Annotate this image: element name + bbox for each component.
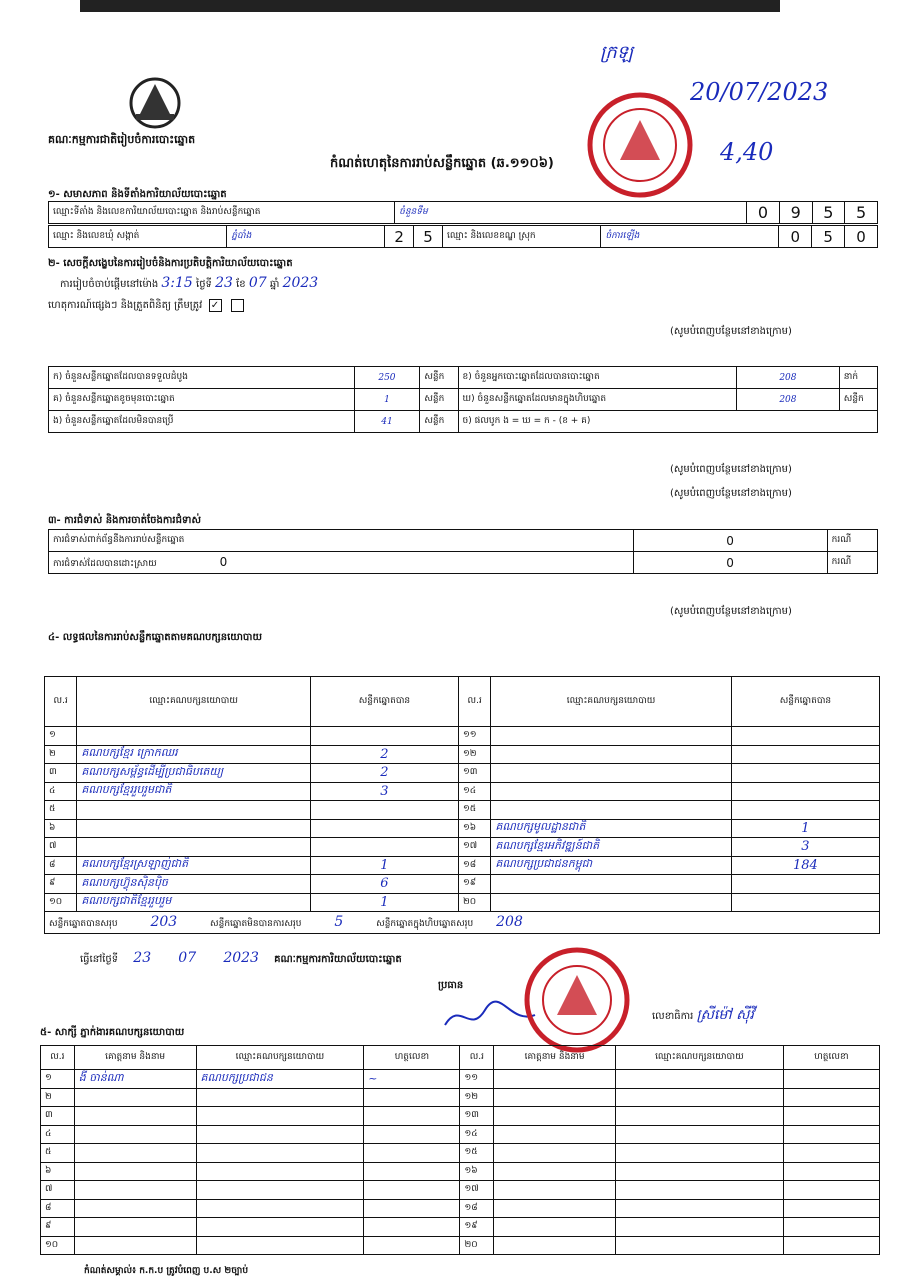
location-digit: 5	[845, 202, 878, 224]
note-text-2: (សូមបំពេញបន្ថែមនៅខាងក្រោម)	[670, 464, 792, 475]
location-digit: 9	[779, 202, 812, 224]
row-no: ១៧	[458, 838, 490, 857]
row-no: ១	[45, 727, 77, 746]
month-label: ខែ	[236, 279, 246, 290]
row-no: ២០	[458, 893, 490, 912]
field-a-label: ក) ចំនួនសន្លឹកឆ្នោតដែលបានទទួលដំបូង	[49, 367, 355, 389]
section1-title: ១- សមាសភាព និងទីតាំងការិយាល័យបោះឆ្នោត	[48, 189, 227, 200]
month-value: 07	[248, 275, 267, 291]
section5-body	[41, 1070, 880, 1255]
secretary-line	[652, 1005, 754, 1026]
s5-col-party-b: ឈ្មោះគណបក្សនយោបាយ	[615, 1046, 783, 1070]
note-text: (សូមបំពេញបន្ថែមនៅខាងក្រោម)	[670, 326, 792, 337]
field-a-unit: សន្លឹក	[420, 367, 458, 389]
handwritten-note: ក្រឡ	[600, 42, 634, 63]
witness-party	[615, 1088, 783, 1107]
witness-name	[494, 1218, 616, 1237]
field-c-label: គ) ចំនួនសន្លឹកឆ្នោតខូចមុនបោះឆ្នោត	[49, 389, 355, 411]
witness-name	[494, 1107, 616, 1126]
resolved-value: 0	[219, 554, 228, 569]
party-name	[491, 893, 731, 912]
witness-party	[196, 1125, 364, 1144]
witness-party	[196, 1236, 364, 1255]
witness-signature: ~	[364, 1070, 460, 1089]
witness-name	[74, 1162, 196, 1181]
field-e-label: ង) ចំនួនសន្លឹកឆ្នោតដែលមិនបានប្រើ	[49, 411, 355, 433]
field-c-unit: សន្លឹក	[420, 389, 458, 411]
witness-signature	[783, 1162, 879, 1181]
resolved-label-text: ការជំទាស់ដែលបានដោះស្រាយ	[53, 558, 157, 569]
witness-signature	[783, 1088, 879, 1107]
time-line	[60, 275, 880, 292]
section1-table	[48, 201, 878, 224]
table-row	[41, 1144, 880, 1163]
checkbox-no[interactable]	[231, 299, 244, 312]
total-valid-label: សន្លឹកឆ្នោតបានសរុប	[49, 919, 118, 929]
party-votes	[731, 782, 879, 801]
year-label: ឆ្នាំ	[269, 279, 280, 290]
party-name	[77, 727, 310, 746]
total-box-label: សន្លឹកឆ្នោតក្នុងហិបឆ្នោតសរុប	[376, 919, 474, 929]
total-invalid-label: សន្លឹកឆ្នោតមិនបានការសរុប	[210, 919, 302, 929]
section5-table	[40, 1045, 880, 1255]
party-votes: 2	[310, 745, 458, 764]
table-row	[41, 1218, 880, 1237]
witness-signature	[783, 1199, 879, 1218]
table-row	[45, 893, 880, 912]
party-name	[491, 764, 731, 783]
party-name: គណបក្សប្រជាជនកម្ពុជា	[491, 856, 731, 875]
witness-party	[615, 1144, 783, 1163]
witness-signature	[783, 1181, 879, 1200]
party-votes: 3	[731, 838, 879, 857]
witness-party	[615, 1070, 783, 1089]
row-no: ៣	[41, 1107, 75, 1126]
witness-name: ងី ចាន់ណា	[74, 1070, 196, 1089]
witness-name	[494, 1125, 616, 1144]
time-value: 3:15	[161, 275, 193, 291]
party-votes	[310, 727, 458, 746]
witness-signature	[364, 1144, 460, 1163]
section4-title: ៤- លទ្ធផលនៃការរាប់សន្លឹកឆ្នោតតាមគណបក្សនយោបាយ	[48, 632, 262, 643]
witness-signature	[364, 1236, 460, 1255]
party-votes	[731, 764, 879, 783]
party-votes: 2	[310, 764, 458, 783]
committee-label: គណៈកម្មការជាតិរៀបចំការបោះឆ្នោត	[48, 133, 196, 146]
row-no: ២	[41, 1088, 75, 1107]
date-month: 07	[178, 950, 197, 966]
field-d-value: 208	[737, 389, 840, 411]
row-no: ១៦	[460, 1162, 494, 1181]
row-no: ១៥	[460, 1144, 494, 1163]
row-no: ៦	[45, 819, 77, 838]
row-no: ១០	[41, 1236, 75, 1255]
secretary-name: ស្រីម៉ៅ ស៊ីវី	[696, 1007, 754, 1023]
table-row	[45, 801, 880, 820]
row-no: ១១	[460, 1070, 494, 1089]
date-line	[80, 950, 402, 967]
s5-col-no: ល.រ	[41, 1046, 75, 1070]
total-invalid-value: 5	[334, 914, 344, 930]
checkbox-yes[interactable]: ✓	[209, 299, 222, 312]
party-name: គណបក្សខ្មែរស្រឡាញ់ជាតិ	[77, 856, 310, 875]
party-votes: 6	[310, 875, 458, 894]
row-no: ៣	[45, 764, 77, 783]
witness-party	[196, 1218, 364, 1237]
table-row	[45, 745, 880, 764]
objection-value: 0	[633, 530, 827, 552]
section3-title: ៣- ការជំទាស់ និងការចាត់ចែងការជំទាស់	[48, 515, 201, 526]
totals-row	[45, 912, 880, 934]
chair-label: ប្រធាន	[438, 980, 464, 991]
row-no: ៦	[41, 1162, 75, 1181]
footer-note: កំណត់សម្គាល់៖ ក.ក.ប ត្រូវបំពេញ ប.ស ២ច្បាប់	[84, 1266, 249, 1276]
resolved-label	[49, 552, 634, 574]
party-votes	[310, 801, 458, 820]
party-name: គណបក្សខ្មែររួបរួមជាតិ	[77, 782, 310, 801]
location-label: ឈ្មោះទីតាំង និងលេខការិយាល័យបោះឆ្នោត និងរាប់សន្លឹកឆ្នោត	[49, 202, 395, 224]
s5-col-sig: ហត្ថលេខា	[364, 1046, 460, 1070]
party-name	[77, 819, 310, 838]
witness-party	[196, 1144, 364, 1163]
party-votes: 1	[310, 856, 458, 875]
section5-title: ៥- សាក្សី ភ្នាក់ងារគណបក្សនយោបាយ	[40, 1027, 185, 1038]
s5-col-name: គោត្តនាម និងនាម	[74, 1046, 196, 1070]
witness-signature	[783, 1070, 879, 1089]
row-no: ៧	[45, 838, 77, 857]
witness-signature	[783, 1125, 879, 1144]
party-name	[491, 875, 731, 894]
row-no: ២	[45, 745, 77, 764]
witness-party: គណបក្សប្រជាជន	[196, 1070, 364, 1089]
row-no: ១៣	[460, 1107, 494, 1126]
district-value: ចំការឡើង	[601, 226, 779, 248]
table-row	[45, 875, 880, 894]
commune-value: ភ្នំបាំង	[227, 226, 385, 248]
section4-body	[45, 727, 880, 912]
committee-name: គណៈកម្មការការិយាល័យបោះឆ្នោត	[274, 954, 402, 965]
witness-signature	[364, 1125, 460, 1144]
witness-party	[615, 1107, 783, 1126]
row-no: ៤	[41, 1125, 75, 1144]
party-votes	[310, 838, 458, 857]
witness-signature	[364, 1162, 460, 1181]
row-no: ១២	[460, 1088, 494, 1107]
party-name: គណបក្សសម្ព័ន្ធដើម្បីប្រជាធិបតេយ្យ	[77, 764, 310, 783]
commune-digit: 5	[414, 226, 443, 248]
witness-signature	[364, 1088, 460, 1107]
col-party-b: ឈ្មោះគណបក្សនយោបាយ	[491, 677, 731, 727]
handwritten-code: 4,40	[720, 138, 774, 166]
table-row	[41, 1199, 880, 1218]
witness-signature	[783, 1107, 879, 1126]
witness-name	[74, 1088, 196, 1107]
party-votes	[731, 801, 879, 820]
objection-unit: ករណី	[827, 530, 877, 552]
witness-name	[494, 1236, 616, 1255]
row-no: ១១	[458, 727, 490, 746]
witness-name	[494, 1181, 616, 1200]
witness-party	[615, 1199, 783, 1218]
national-emblem-icon	[122, 74, 188, 132]
objection-label: ការជំទាស់ពាក់ព័ន្ធនឹងការរាប់សន្លឹកឆ្នោត	[49, 530, 634, 552]
party-votes	[731, 727, 879, 746]
row-no: ៩	[41, 1218, 75, 1237]
location-digit: 5	[812, 202, 845, 224]
time-prefix: ការរៀបចំចាប់ផ្តើមនៅម៉ោង	[60, 279, 159, 290]
witness-party	[196, 1162, 364, 1181]
party-votes	[731, 745, 879, 764]
witness-party	[615, 1181, 783, 1200]
witness-signature	[783, 1218, 879, 1237]
col-votes-b: សន្លឹកឆ្នោតបាន	[731, 677, 879, 727]
row-no: ១៩	[460, 1218, 494, 1237]
section2-table	[48, 366, 878, 433]
handwritten-date: 20/07/2023	[690, 78, 829, 106]
party-votes: 3	[310, 782, 458, 801]
witness-signature	[364, 1181, 460, 1200]
witness-name	[74, 1107, 196, 1126]
col-party: ឈ្មោះគណបក្សនយោបាយ	[77, 677, 310, 727]
official-seal-2-icon	[512, 945, 642, 1055]
table-row	[45, 838, 880, 857]
party-votes: 1	[310, 893, 458, 912]
table-row	[45, 856, 880, 875]
table-row	[45, 764, 880, 783]
witness-party	[196, 1107, 364, 1126]
row-no: ១៨	[458, 856, 490, 875]
col-votes: សន្លឹកឆ្នោតបាន	[310, 677, 458, 727]
note-text-3: (សូមបំពេញបន្ថែមនៅខាងក្រោម)	[670, 488, 792, 499]
witness-signature	[364, 1199, 460, 1218]
witness-signature	[364, 1218, 460, 1237]
resolved-value-b: 0	[633, 552, 827, 574]
field-c-value: 1	[354, 389, 420, 411]
party-name	[491, 727, 731, 746]
field-b-value: 208	[737, 367, 840, 389]
district-digit: 0	[845, 226, 878, 248]
party-name: គណបក្សខ្មែរអភិវឌ្ឍន៍ជាតិ	[491, 838, 731, 857]
seal-line-text: ហេតុការណ៍ផ្សេងៗ និងត្រួតពិនិត្យ ត្រឹមត្រូវ	[48, 300, 203, 311]
field-f-label: ច) ផលបូក ង = ឃ = ក - (ខ + គ)	[458, 411, 877, 433]
field-b-unit: នាក់	[839, 367, 877, 389]
witness-name	[494, 1088, 616, 1107]
table-row	[41, 1070, 880, 1089]
row-no: ៥	[41, 1144, 75, 1163]
witness-name	[74, 1199, 196, 1218]
total-valid-value: 203	[150, 914, 178, 930]
district-label: ឈ្មោះ និងលេខខណ្ឌ ស្រុក	[443, 226, 601, 248]
party-name: គណបក្សខ្មែរ ក្រោកឈរ	[77, 745, 310, 764]
s5-col-sig-b: ហត្ថលេខា	[783, 1046, 879, 1070]
row-no: ១៩	[458, 875, 490, 894]
district-digit: 0	[779, 226, 812, 248]
witness-name	[494, 1162, 616, 1181]
party-votes	[310, 819, 458, 838]
witness-name	[74, 1236, 196, 1255]
party-name	[77, 801, 310, 820]
witness-party	[196, 1088, 364, 1107]
row-no: ១៤	[458, 782, 490, 801]
section3-table	[48, 529, 878, 574]
section4-table	[44, 676, 880, 934]
row-no: ៤	[45, 782, 77, 801]
party-votes: 184	[731, 856, 879, 875]
row-no: ១៤	[460, 1125, 494, 1144]
witness-party	[615, 1162, 783, 1181]
row-no: ១២	[458, 745, 490, 764]
witness-name	[74, 1144, 196, 1163]
commune-label: ឈ្មោះ និងលេខឃុំ សង្កាត់	[49, 226, 227, 248]
witness-party	[196, 1199, 364, 1218]
day-label: ថ្ងៃទី	[196, 279, 212, 290]
table-row	[41, 1236, 880, 1255]
table-row	[41, 1107, 880, 1126]
witness-name	[494, 1144, 616, 1163]
witness-party	[615, 1236, 783, 1255]
field-a-value: 250	[354, 367, 420, 389]
row-no: ៧	[41, 1181, 75, 1200]
row-no: ១៦	[458, 819, 490, 838]
party-votes: 1	[731, 819, 879, 838]
table-row	[45, 727, 880, 746]
witness-party	[196, 1181, 364, 1200]
note-text-4: (សូមបំពេញបន្ថែមនៅខាងក្រោម)	[670, 606, 792, 617]
secretary-label: លេខាធិការ	[652, 1011, 694, 1022]
section2-title: ២- សេចក្តីសង្ខេបនៃការរៀបចំនិងការប្រតិបត្តិការិយាល័យបោះឆ្នោត	[48, 258, 293, 269]
witness-name	[74, 1181, 196, 1200]
witness-signature	[783, 1144, 879, 1163]
row-no: ៩	[45, 875, 77, 894]
table-row	[41, 1181, 880, 1200]
col-no-b: ល.រ	[458, 677, 490, 727]
official-seal-icon	[580, 90, 700, 200]
s5-col-party: ឈ្មោះគណបក្សនយោបាយ	[196, 1046, 364, 1070]
witness-signature	[783, 1236, 879, 1255]
year-value: 2023	[282, 275, 319, 291]
field-e-value: 41	[354, 411, 420, 433]
party-name	[491, 801, 731, 820]
witness-name	[494, 1070, 616, 1089]
row-no: ៥	[45, 801, 77, 820]
col-no: ល.រ	[45, 677, 77, 727]
party-name: គណបក្សមូលដ្ឋានជាតិ	[491, 819, 731, 838]
table-row	[41, 1125, 880, 1144]
witness-signature	[364, 1107, 460, 1126]
witness-party	[615, 1125, 783, 1144]
scan-top-edge	[80, 0, 780, 12]
row-no: ១៧	[460, 1181, 494, 1200]
field-e-unit: សន្លឹក	[420, 411, 458, 433]
witness-name	[494, 1199, 616, 1218]
day-value: 23	[215, 275, 233, 291]
s5-col-name-b: គោត្តនាម និងនាម	[494, 1046, 616, 1070]
row-no: ១៣	[458, 764, 490, 783]
party-name	[491, 782, 731, 801]
row-no: ១៥	[458, 801, 490, 820]
date-day: 23	[133, 950, 152, 966]
row-no: ៨	[45, 856, 77, 875]
row-no: ១	[41, 1070, 75, 1089]
section1-table-row2	[48, 225, 878, 248]
row-no: ៨	[41, 1199, 75, 1218]
witness-name	[74, 1218, 196, 1237]
location-value: ចំនួនទឹម	[395, 202, 747, 224]
district-digit: 5	[812, 226, 845, 248]
commune-digit: 2	[385, 226, 414, 248]
s5-col-no-b: ល.រ	[460, 1046, 494, 1070]
resolved-unit: ករណី	[827, 552, 877, 574]
party-name: គណបក្សជាតិខ្មែររួបរួម	[77, 893, 310, 912]
row-no: ១៨	[460, 1199, 494, 1218]
date-label: ធ្វើនៅថ្ងៃទី	[80, 954, 119, 965]
location-digit: 0	[747, 202, 780, 224]
date-year: 2023	[223, 950, 259, 966]
table-row	[41, 1088, 880, 1107]
seal-line	[48, 298, 247, 313]
party-votes	[731, 875, 879, 894]
row-no: ២០	[460, 1236, 494, 1255]
party-name	[491, 745, 731, 764]
total-box-value: 208	[496, 914, 523, 930]
field-d-unit: សន្លឹក	[839, 389, 877, 411]
witness-party	[615, 1218, 783, 1237]
field-d-label: ឃ) ចំនួនសន្លឹកឆ្នោតដែលមានក្នុងហិបឆ្នោត	[458, 389, 737, 411]
party-name: គណបក្សហ៊្វុនស៊ិនប៉ិច	[77, 875, 310, 894]
table-row	[41, 1162, 880, 1181]
table-row	[45, 819, 880, 838]
field-b-label: ខ) ចំនួនអ្នកបោះឆ្នោតដែលបានបោះឆ្នោត	[458, 367, 737, 389]
party-name	[77, 838, 310, 857]
witness-name	[74, 1125, 196, 1144]
table-row	[45, 782, 880, 801]
form-title: កំណត់ហេតុនៃការរាប់សន្លឹកឆ្នោត (ឆ.១១០៦)	[330, 156, 554, 171]
party-votes	[731, 893, 879, 912]
row-no: ១០	[45, 893, 77, 912]
